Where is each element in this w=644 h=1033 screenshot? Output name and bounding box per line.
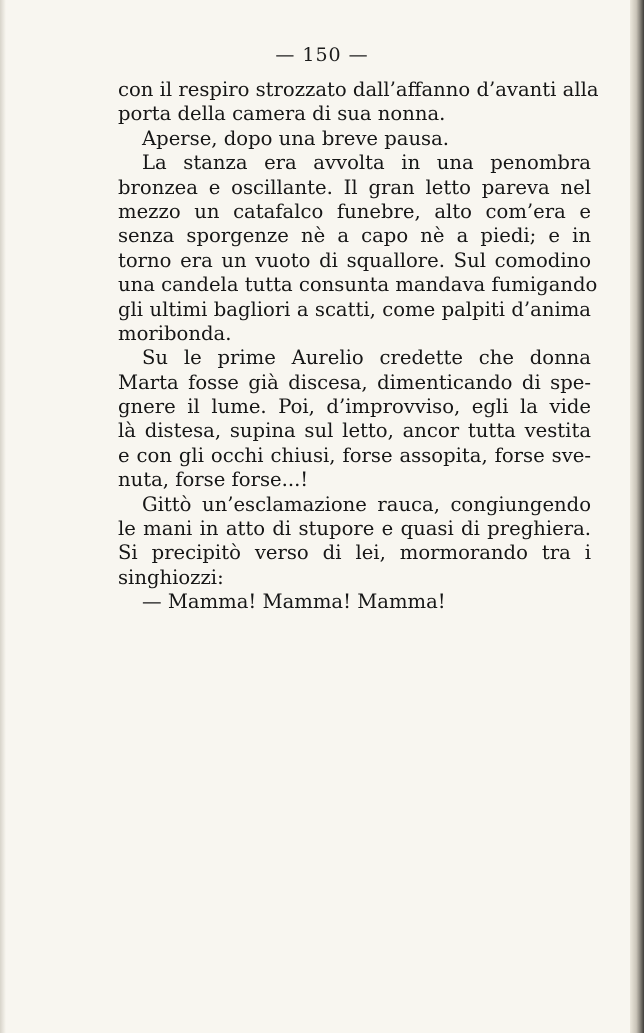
text-line: e con gli occhi chiusi, forse assopita, forse sve- bbox=[118, 443, 591, 467]
page-number: — 150 — bbox=[275, 44, 369, 66]
text-line: le mani in atto di stupore e quasi di preghiera. bbox=[118, 517, 591, 541]
text-line: con il respiro strozzato dall’affanno d’avanti alla bbox=[118, 78, 599, 101]
page-right-edge-shadow bbox=[630, 0, 644, 1033]
body-text bbox=[118, 78, 599, 615]
page-left-edge bbox=[0, 0, 6, 1033]
text-line: moribonda. bbox=[118, 321, 232, 345]
text-line: torno era un vuoto di squallore. Sul comodino bbox=[118, 248, 591, 272]
text-line: singhiozzi: bbox=[118, 565, 224, 589]
text-line: una candela tutta consunta mandava fumigando bbox=[118, 273, 598, 297]
text-line: Aperse, dopo una breve pausa. bbox=[142, 126, 450, 150]
text-line: Si precipitò verso di lei, mormorando tra i bbox=[118, 541, 591, 565]
text-line: porta della camera di sua nonna. bbox=[118, 102, 446, 126]
text-line: — Mamma! Mamma! Mamma! bbox=[142, 590, 446, 614]
text-line: senza sporgenze nè a capo nè a piedi; e in bbox=[118, 224, 591, 248]
text-line: bronzea e oscillante. Il gran letto pareva nel bbox=[118, 175, 591, 199]
text-line: gnere il lume. Poi, d’improvviso, egli la vide bbox=[118, 395, 591, 419]
text-line: Su le prime Aurelio credette che donna bbox=[142, 346, 591, 370]
text-line: mezzo un catafalco funebre, alto com’era e bbox=[118, 199, 591, 223]
text-line: Marta fosse già discesa, dimenticando di spe- bbox=[118, 370, 591, 394]
text-line: La stanza era avvolta in una penombra bbox=[142, 151, 591, 175]
text-line: là distesa, supina sul letto, ancor tutta vestita bbox=[118, 419, 591, 443]
text-line: Gittò un’esclamazione rauca, congiungendo bbox=[142, 492, 591, 516]
text-line: nuta, forse forse...! bbox=[118, 468, 309, 492]
text-line: gli ultimi bagliori a scatti, come palpiti d’anima bbox=[118, 297, 591, 321]
